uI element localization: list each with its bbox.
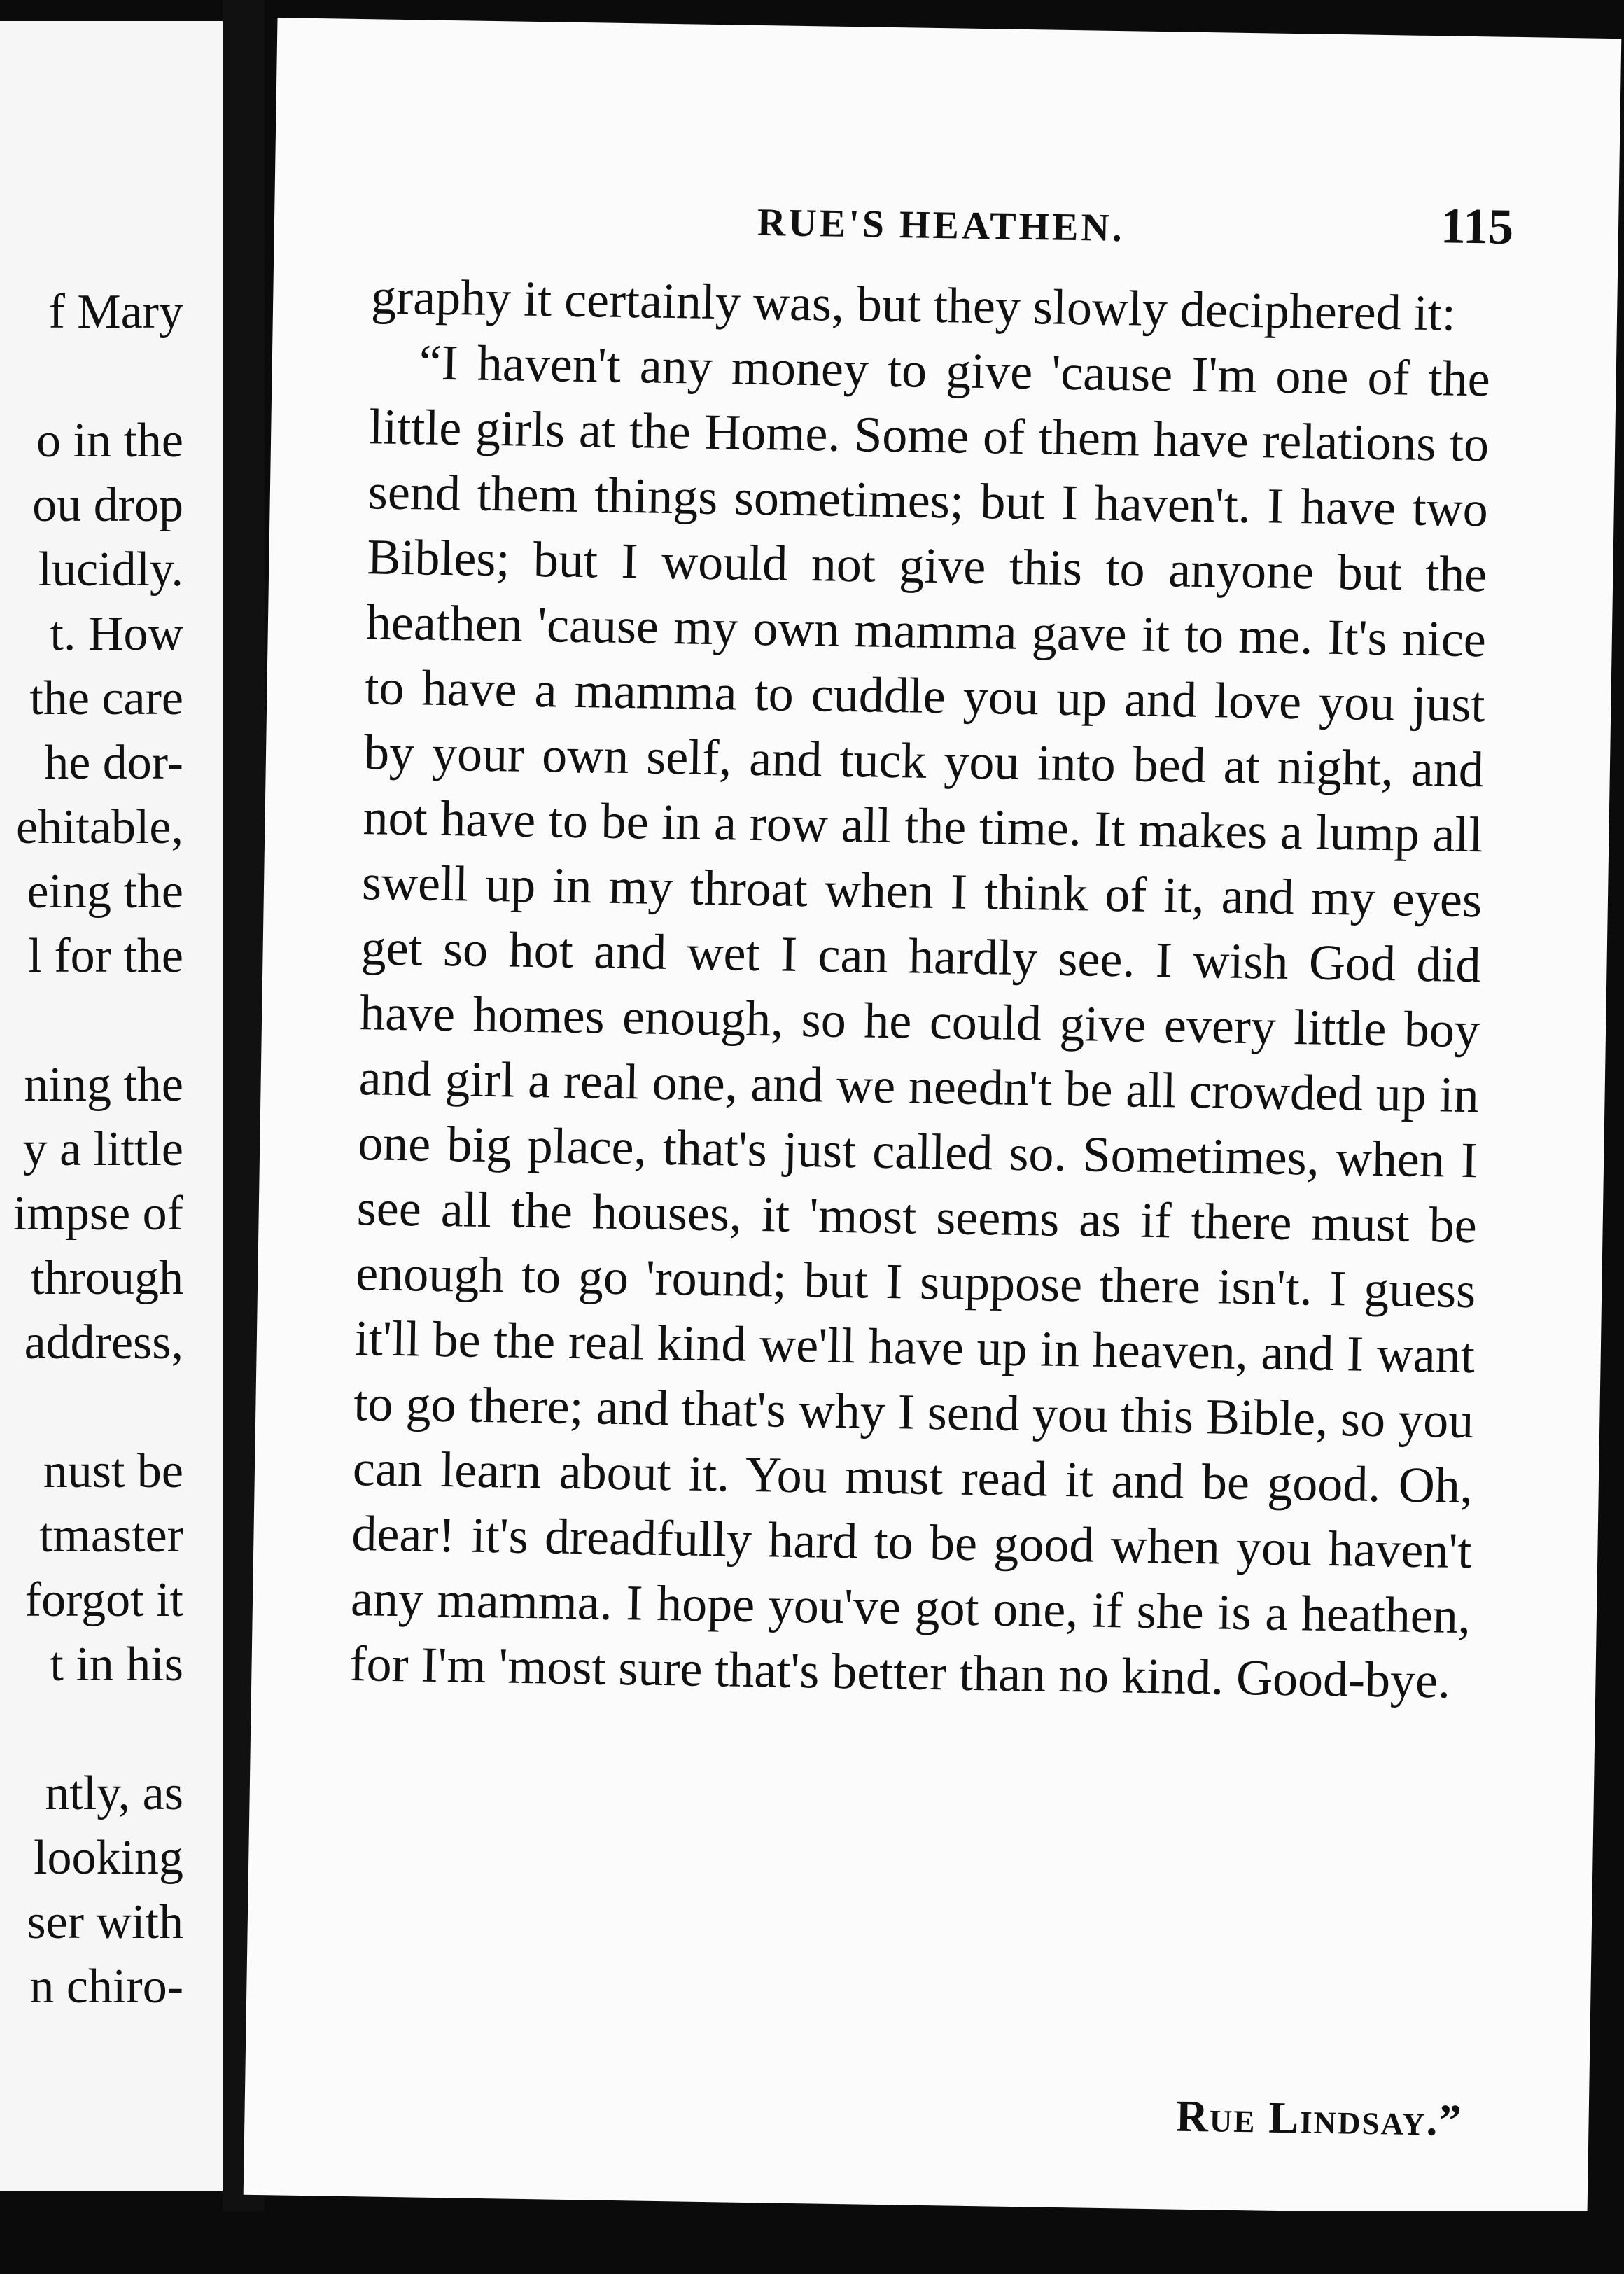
previous-page-line	[13, 1697, 183, 1762]
previous-page-line: ehitable,	[15, 800, 183, 854]
previous-page-line: n chiro-	[29, 1960, 183, 2014]
previous-page-line: lucidly.	[38, 543, 183, 597]
previous-page-line: ser with	[27, 1895, 183, 1949]
previous-page-line: the care	[29, 671, 183, 725]
previous-page-line: address,	[24, 1316, 183, 1369]
page-number: 115	[1440, 197, 1514, 255]
previous-page-line: tmaster	[38, 1509, 183, 1563]
previous-page	[0, 21, 223, 2191]
previous-page-line	[13, 989, 183, 1053]
previous-page-line: ntly, as	[45, 1766, 183, 1820]
previous-page-line: forgot it	[24, 1573, 183, 1627]
previous-page-line: eing the	[27, 865, 183, 919]
previous-page-line: looking	[34, 1831, 183, 1885]
previous-page-line: f Mary	[48, 285, 183, 339]
previous-page-line: y a little	[22, 1122, 183, 1176]
previous-page-line	[13, 344, 183, 409]
letter-paragraph: “I haven't any money to give 'cause I'm one of the little girls at the Home. Some of them have relations to send them things sometimes; but I haven't. I have two Bibles; but I would not give this to anyone but the heathen 'cause my own mamma gave it to me. It's nice to have a mamma to cuddle you up and love you just by your own self, and tuck you into bed at night, and not have to be in a row all the time. It makes a lump all swell up in my throat when I think of it, and my eyes get so hot and wet I can hardly see. I wish God did have homes enough, so he could give every little boy and girl a real one, and we needn't be all crowded up in one big place, that's just called so. Sometimes, when I see all the houses, it 'most seems as if there must be enough to go 'round; but I suppose there isn't. I guess it'll be the real kind we'll have up in heaven, and I want to go there; and that's why I send you this Bible, so you can learn about it. You must read it and be good. Oh, dear! it's dreadfully hard to be good when you haven't any mamma. I hope you've got one, if she is a heathen, for I'm 'most sure that's better than no kind. Good-bye.	[349, 334, 1491, 1709]
previous-page-line: ou drop	[32, 478, 183, 532]
previous-page-line: he dor-	[44, 736, 183, 790]
page-body	[349, 264, 1492, 1714]
current-page	[244, 18, 1622, 2216]
previous-page-line: through	[31, 1251, 183, 1305]
previous-page-line: t in his	[50, 1638, 183, 1691]
previous-page-line: impse of	[13, 1187, 183, 1241]
continuation-paragraph: graphy it certainly was, but they slowly deciphered it:	[370, 268, 1457, 342]
previous-page-line: t. How	[50, 607, 183, 661]
previous-page-line	[13, 1375, 183, 1439]
scan-bottom-edge	[0, 2211, 1624, 2274]
letter-signature: Rue Lindsay.”	[1175, 2091, 1464, 2146]
running-title: RUE'S HEATHEN.	[757, 200, 1126, 251]
previous-page-text	[13, 280, 183, 2019]
running-head	[274, 172, 1619, 263]
previous-page-line: ning the	[24, 1058, 183, 1112]
previous-page-line: l for the	[28, 929, 183, 983]
previous-page-line: nust be	[43, 1444, 183, 1498]
previous-page-line: o in the	[36, 414, 183, 468]
